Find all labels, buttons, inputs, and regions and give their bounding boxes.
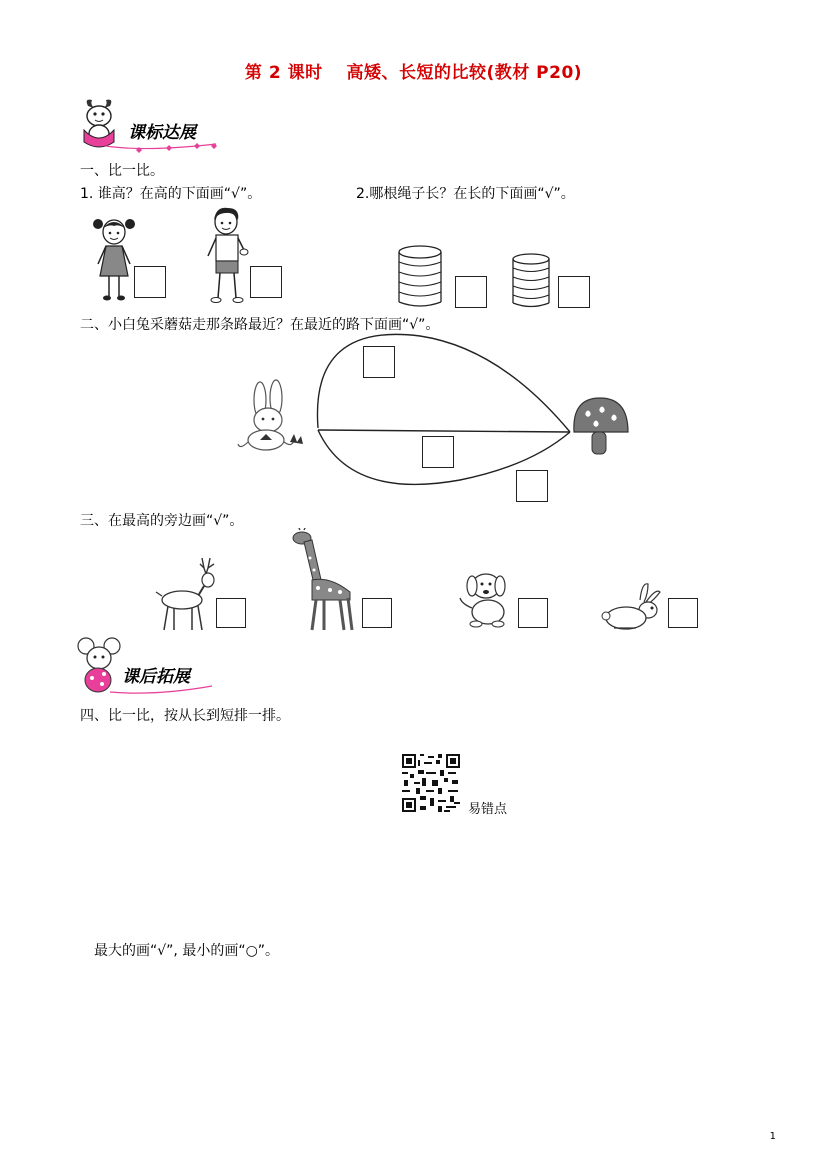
page-number: 1: [769, 1131, 776, 1142]
dog-icon: [456, 570, 516, 628]
banner-section-1: [76, 96, 226, 158]
answer-box-rabbit[interactable]: [668, 598, 698, 628]
girl-figure-icon: [92, 214, 136, 304]
banner-section-2: [76, 636, 216, 698]
section-4-footer: 最大的画“√”, 最小的画“○”。: [94, 943, 280, 959]
answer-box-giraffe[interactable]: [362, 598, 392, 628]
rabbit-small-icon: [600, 580, 664, 632]
answer-box-lower-path[interactable]: [516, 470, 548, 502]
mushroom-icon: [574, 398, 628, 454]
answer-box-upper-path[interactable]: [363, 346, 395, 378]
qr-label: 易错点: [468, 802, 508, 817]
answer-box-rope-1[interactable]: [455, 276, 487, 308]
answer-box-boy[interactable]: [250, 266, 282, 298]
section-2-heading: 二、小白兔采蘑菇走那条路最近？在最近的路下面画“√”。: [80, 317, 440, 333]
rope-coil-short-icon: [510, 252, 552, 310]
rabbit-icon: [238, 380, 303, 450]
answer-box-rope-2[interactable]: [558, 276, 590, 308]
section-1-heading: 一、比一比。: [80, 163, 164, 179]
section-4-heading: 四、比一比，按从长到短排一排。: [80, 708, 290, 724]
section-3-heading: 三、在最高的旁边画“√”。: [80, 513, 244, 529]
deer-icon: [154, 556, 220, 632]
qr-code-icon[interactable]: [402, 754, 460, 812]
banner-label-2: 课后拓展: [122, 667, 190, 687]
question-1: 1. 谁高？在高的下面画“√”。: [80, 186, 262, 202]
question-2: 2.哪根绳子长？在长的下面画“√”。: [356, 186, 575, 202]
giraffe-icon: [290, 528, 360, 632]
rope-coil-long-icon: [396, 244, 444, 310]
answer-box-middle-path[interactable]: [422, 436, 454, 468]
answer-box-girl[interactable]: [134, 266, 166, 298]
boy-figure-icon: [204, 204, 250, 306]
answer-box-dog[interactable]: [518, 598, 548, 628]
page-title: 第 2 课时 高矮、长短的比较(教材 P20): [244, 63, 583, 83]
path-diagram: [230, 330, 630, 510]
banner-label-1: 课标达展: [128, 123, 196, 143]
answer-box-deer[interactable]: [216, 598, 246, 628]
